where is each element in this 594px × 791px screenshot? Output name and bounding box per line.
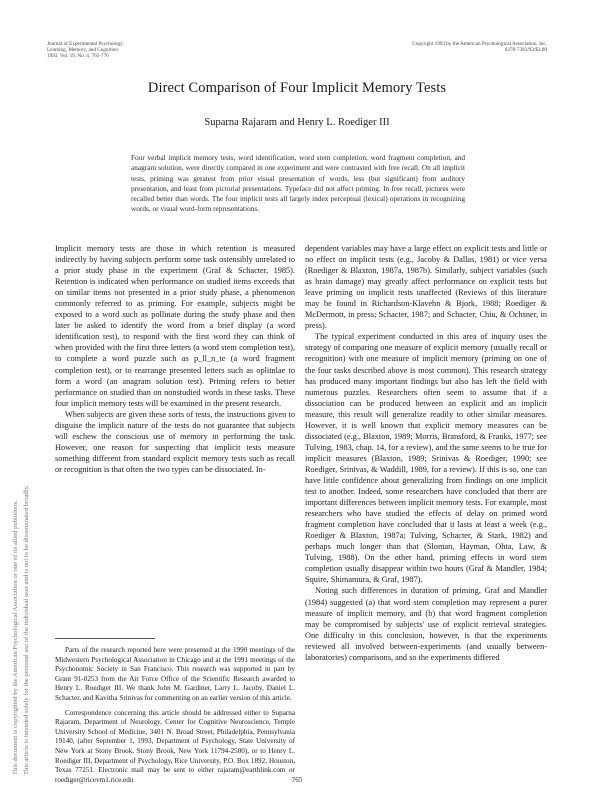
journal-citation (47, 41, 124, 60)
right-column (305, 243, 547, 663)
abstract: Four verbal implicit memory tests, word identification, word stem completion, word fragment completion, and anagram solution, were directly compared in one experiment and were contrasted with free recall. On all implicit tests, priming was greatest from prior visual presentation of words, less (but significant) from auditory presentation, and least from pictorial presentations. Typeface did not affect priming. In free recall, pictures were recalled better than words. The four implicit tests all largely index perceptual (lexical) operations in recognizing words, or visual word-form representations. (131, 153, 465, 214)
copyright-line: Copyright 1993 by the American Psychological Association, Inc. (412, 41, 547, 47)
body-paragraph: Noting such differences in duration of priming, Graf and Mandler (1984) suggested (a) that word stem completion may represent a purer measure of implicit memory, and (b) that word fragment completion may be compromised by subjects' use of explicit retrieval strategies. One difficulty in this conclusion, however, is that the experiments reviewed all involved between-experiments (and usually between-laboratories) comparisons, and so the experiments differed (305, 586, 547, 662)
left-column (55, 243, 295, 475)
footnote-correspondence: Correspondence concerning this article should be addressed either to Suparna Rajaram, Department of Neurology, Center for Cognitive Neuroscience, Temple University School of Medicine, 3401 N. Broad Street, Philadelphia, Pennsylvania 19140, (after September 1, 1993, Department of Psychology, State University of New York at Stony Brook, Stony Brook, New York 11794-2500), or to Henry L. Roediger III, Department of Psychology, Rice University, P.O. Box 1892, Houston, Texas 77251. Electronic mail may be sent to either rajaram@earthlink.com or roediger@ricevm1.rice.edu (55, 708, 295, 784)
copyright-line: 0278-7393/93/$3.00 (504, 47, 547, 54)
journal-citation-line: Journal of Experimental Psychology: (47, 41, 125, 47)
article-authors: Suparna Rajaram and Henry L. Roediger III (204, 117, 390, 128)
footnotes (55, 646, 295, 785)
article-title: Direct Comparison of Four Implicit Memory Tests (147, 80, 447, 96)
watermark-line: This article is intended solely for the personal use of the individual user and is not to be disseminated broadly. (23, 485, 30, 775)
copyright-watermark (2, 235, 42, 775)
body-paragraph: Implicit memory tests are those in which retention is measured indirectly by having subjects perform some task ostensibly unrelated to a prior study phase in the experiment (Graf & Schacter, 1985). Retention is indicated when performance on studied items exceeds that on similar items not presented in a prior study phase, a phenomenon commonly referred to as priming. For example, subjects might be exposed to a word such as pollinate during the study phase and then later be asked to identify the word from a brief display (a word identification test), to respond with the first word they can think of when provided with the first three letters (a word stem completion test), to complete a word puzzle such as p_ll_n_te (a word fragment completion test), or to rearrange presented letters such as oplitnlae to form a word (an anagram solution test). Priming refers to better performance on studied than on nonstudied words in these tasks. These four implicit memory tests will be examined in the present research. (55, 244, 295, 408)
journal-citation-line: Learning, Memory, and Cognition (47, 47, 118, 54)
copyright-notice (412, 41, 547, 53)
footnote-acknowledgment: Parts of the research reported here were presented at the 1990 meetings of the Midwestern Psychological Association in Chicago and at the 1991 meetings of the Psychonomic Society in San Francisco. This research was supported in part by Grant 91-0253 from the Air Force Office of the Scientific Research awarded to Henry L. Roediger III. We thank John M. Gardiner, Larry L. Jacoby, Daniel L. Schacter, and Kavitha Srinivas for commenting on an earlier version of this article. (55, 646, 295, 702)
watermark-line: This document is copyrighted by the American Psychological Association or one of its allied publishers. (12, 500, 19, 775)
body-paragraph: dependent variables may have a large effect on explicit tests and little or no effect on implicit tests (e.g., Jacoby & Dallas, 1981) or vice versa (Roediger & Blaxton, 1987a, 1987b). Similarly, subject variables (such as brain damage) may greatly affect performance on explicit tests but leave priming on implicit tests unaffected (Reviews of this literature may be found in Richardson-Klavehn & Bjork, 1988; Roediger & McDermott, in press; Schacter, 1987; and Schacter, Chiu, & Ochsner, in press). (305, 244, 547, 331)
footnote-rule (55, 638, 155, 639)
journal-citation-line: 1993, Vol. 19, No. 4, 765-776 (47, 53, 109, 60)
page-number: 765 (291, 776, 303, 784)
body-paragraph: The typical experiment conducted in this area of inquiry uses the strategy of comparing one measure of explicit memory (usually recall or recognition) with one measure of implicit memory (priming on one of the four tasks described above is most common). This research strategy has produced many important findings but also has left the field with numerous puzzles. Researchers often seem to assume that if a dissociation can be produced between an explicit and an implicit measure, this result will generalize readily to other similar measures. However, it is well known that explicit memory measures can be dissociated (e.g., Blaxton, 1989; Morris, Bransford, & Franks, 1977; see Tulving, 1983, chap. 14, for a review), and the same seems to be true for implicit measures (Blaxton, 1989; Srinivas & Roediger, 1990; see Roediger, Srinivas, & Waddill, 1989, for a review). If this is so, one can have little confidence about generalizing from findings on one implicit test to another. Indeed, some researchers have concluded that there are important differences between implicit memory tests. For example, most researchers who have studied the effects of delay on primed word fragment completion have concluded that it lasts at least a week (e.g., Roediger & Blaxton, 1987a; Tulving, Schacter, & Stark, 1982) and perhaps much longer than that (Sloman, Hayman, Ohta, Law, & Tulving, 1988). On the other hand, priming effects in word stem completion usually disappear within two hours (Graf & Mandler, 1984; Squire, Shimamura, & Graf, 1987). (305, 332, 547, 585)
body-paragraph: When subjects are given these sorts of tests, the instructions given to disguise the implicit nature of the tests do not guarantee that subjects will eschew the conscious use of memory in performing the task. However, one reason for suspecting that implicit tests measure something different from standard explicit memory tests such as recall or recognition is that often the two types can be dissociated. In- (55, 409, 295, 474)
